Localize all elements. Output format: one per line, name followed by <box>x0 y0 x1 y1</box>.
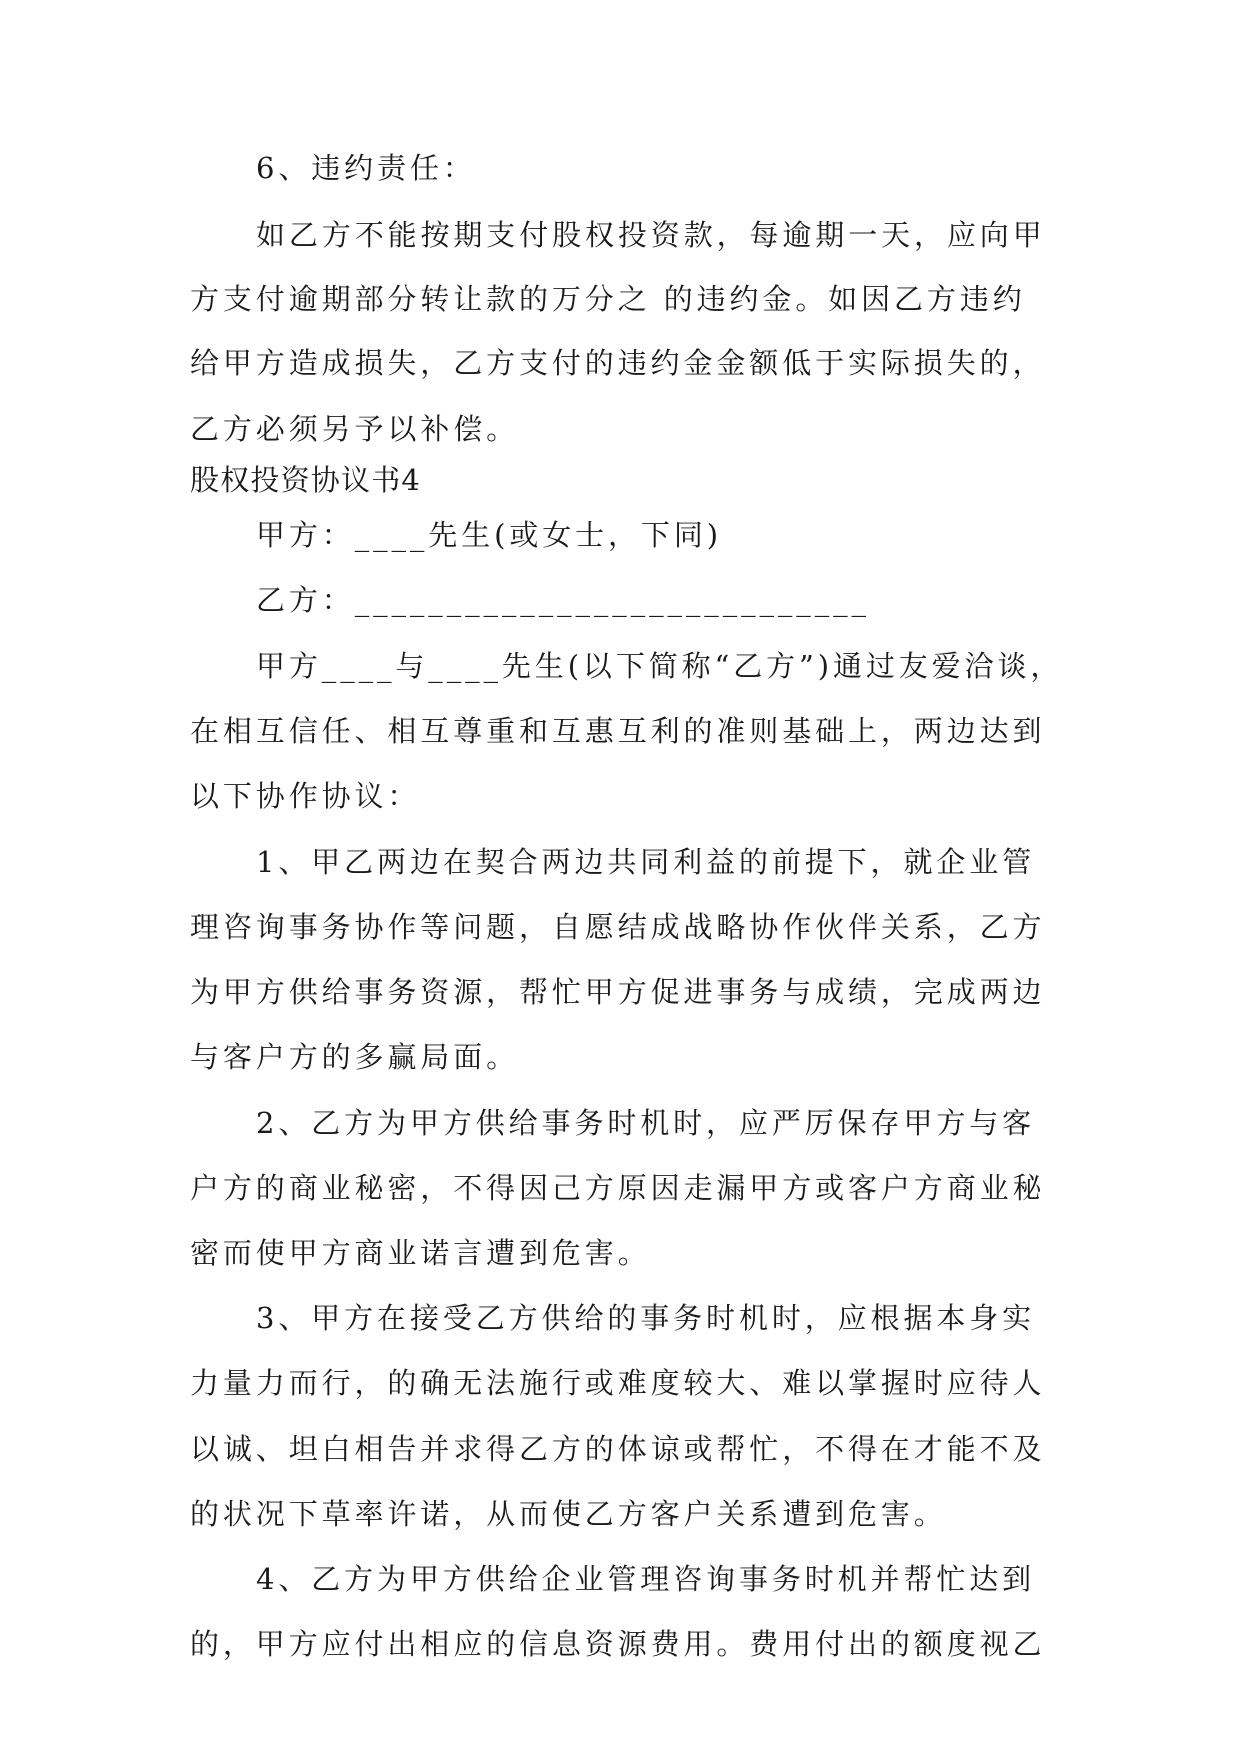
clause-line: 的状况下草率许诺，从而使乙方客户关系遭到危害。 <box>190 1497 947 1531</box>
clause-line: 2、乙方为甲方供给事务时机时，应严厉保存甲方与客 <box>256 1106 1036 1140</box>
clause-line: 为甲方供给事务资源，帮忙甲方促进事务与成绩，完成两边 <box>190 975 1046 1009</box>
clause-line: 力量力而行，的确无法施行或难度较大、难以掌握时应待人 <box>190 1366 1046 1400</box>
paragraph-line: 甲方____与____先生(以下简称“乙方”)通过友爱洽谈， <box>256 649 1064 683</box>
agreement-title: 股权投资协议书4 <box>190 463 422 497</box>
party-a-line: 甲方：____先生(或女士，下同) <box>256 518 722 552</box>
clause-line: 密而使甲方商业诺言遭到危害。 <box>190 1236 651 1270</box>
clause-line: 1、甲乙两边在契合两边共同利益的前提下，就企业管 <box>256 845 1036 879</box>
party-b-line: 乙方：____________________________ <box>256 583 870 617</box>
clause-line: 4、乙方为甲方供给企业管理咨询事务时机并帮忙达到 <box>256 1562 1036 1596</box>
clause-line: 的，甲方应付出相应的信息资源费用。费用付出的额度视乙 <box>190 1627 1046 1661</box>
clause-line: 以诚、坦白相告并求得乙方的体谅或帮忙，不得在才能不及 <box>190 1432 1046 1466</box>
paragraph-line: 以下协作协议： <box>190 779 421 813</box>
clause-line: 与客户方的多赢局面。 <box>190 1040 520 1074</box>
section-heading-breach: 6、违约责任： <box>256 151 476 185</box>
paragraph-line: 如乙方不能按期支付股权投资款，每逾期一天，应向甲 <box>256 218 1046 252</box>
paragraph-line: 乙方必须另予以补偿。 <box>190 412 520 446</box>
paragraph-line: 方支付逾期部分转让款的万分之 的违约金。如因乙方违约 <box>190 282 1026 316</box>
clause-line: 3、甲方在接受乙方供给的事务时机时，应根据本身实 <box>256 1301 1036 1335</box>
clause-line: 户方的商业秘密，不得因己方原因走漏甲方或客户方商业秘 <box>190 1171 1046 1205</box>
clause-line: 理咨询事务协作等问题，自愿结成战略协作伙伴关系，乙方 <box>190 910 1046 944</box>
paragraph-line: 在相互信任、相互尊重和互惠互利的准则基础上，两边达到 <box>190 714 1046 748</box>
paragraph-line: 给甲方造成损失，乙方支付的违约金金额低于实际损失的， <box>190 346 1046 380</box>
